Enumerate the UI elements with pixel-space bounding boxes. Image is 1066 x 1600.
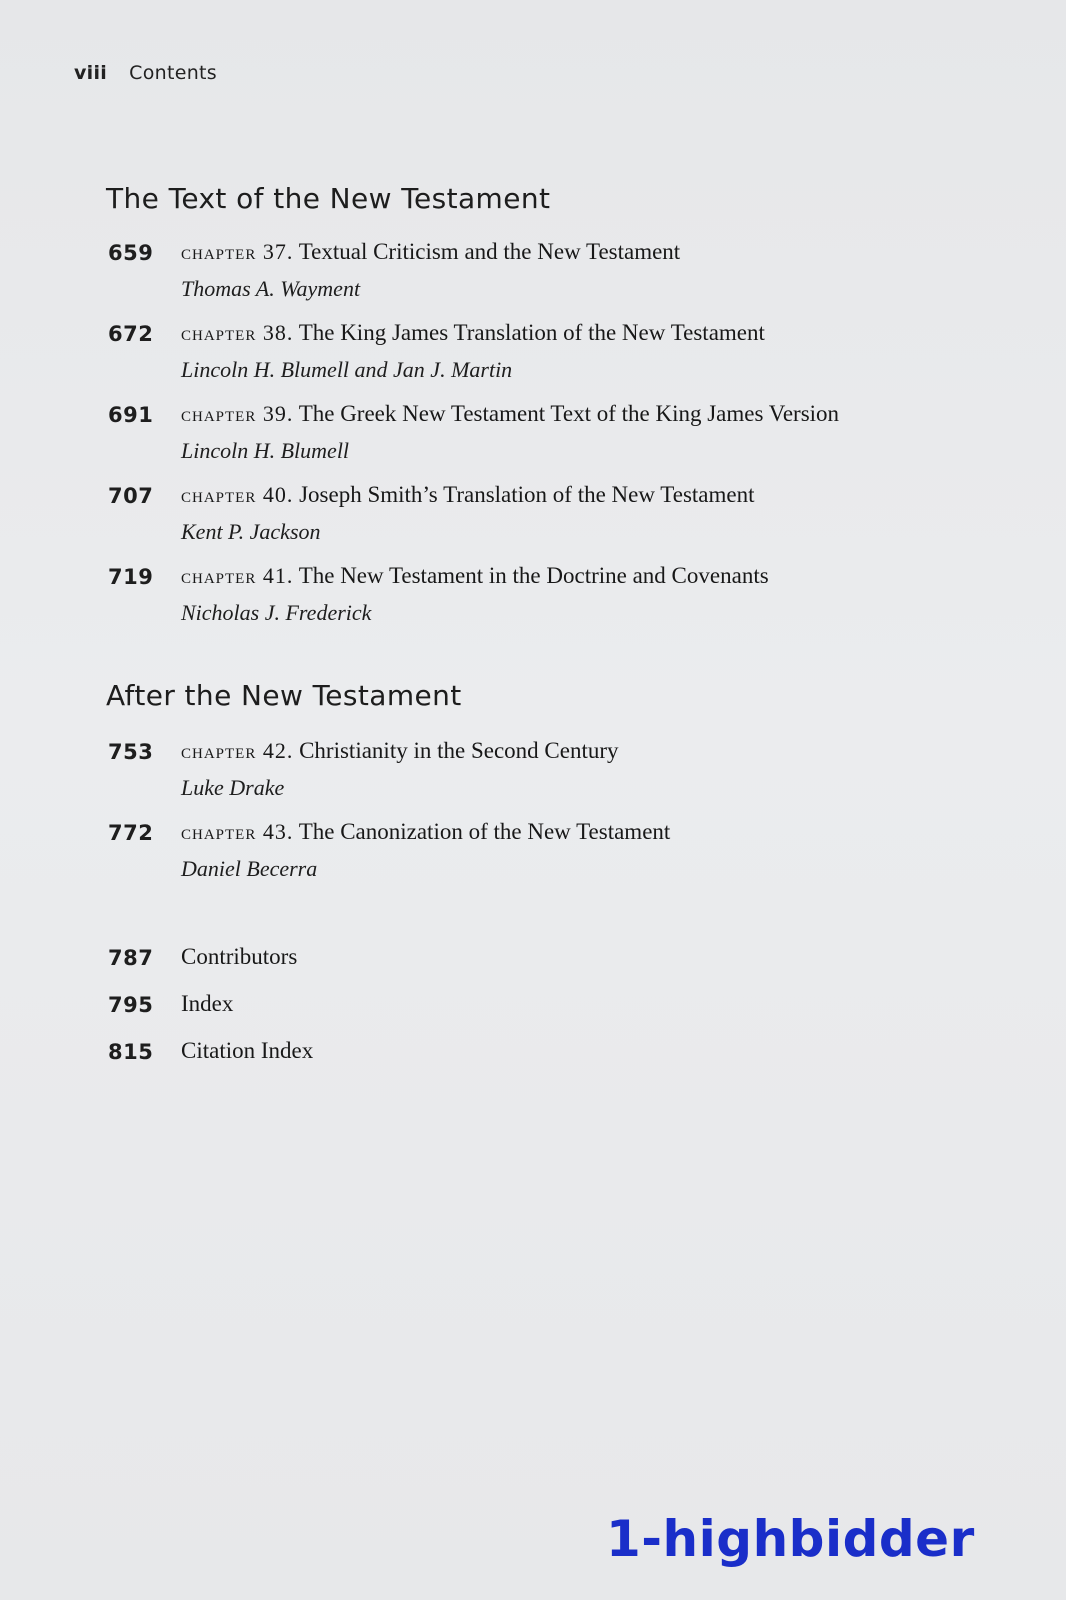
entry-page-number: 659 — [108, 241, 154, 265]
chapter-author: Lincoln H. Blumell — [181, 438, 350, 463]
page-folio: viii — [74, 62, 108, 84]
chapter-title: The Canonization of the New Testament — [298, 819, 671, 844]
chapter-title: The Greek New Testament Text of the King James Version — [298, 401, 840, 426]
entry-heading — [181, 239, 680, 265]
chapter-title: Textual Criticism and the New Testament — [298, 239, 681, 264]
entry-heading — [181, 738, 619, 764]
chapter-title: The King James Translation of the New Testament — [298, 320, 765, 345]
chapter-author: Nicholas J. Frederick — [181, 600, 372, 625]
chapter-label: chapter 40. — [181, 482, 294, 507]
chapter-title: The New Testament in the Doctrine and Covenants — [298, 563, 769, 588]
entry-page-number: 753 — [108, 740, 154, 764]
section-title: After the New Testament — [106, 679, 462, 712]
entry-heading — [181, 819, 670, 845]
chapter-author: Kent P. Jackson — [181, 519, 321, 544]
entry-page-number: 772 — [108, 821, 154, 845]
chapter-label: chapter 37. — [181, 239, 294, 264]
entry-page-number: 672 — [108, 322, 154, 346]
chapter-author: Lincoln H. Blumell and Jan J. Martin — [181, 357, 513, 382]
chapter-author: Luke Drake — [181, 775, 285, 800]
entry-page-number: 707 — [108, 484, 154, 508]
chapter-label: chapter 39. — [181, 401, 294, 426]
running-head — [74, 62, 217, 84]
entry-page-number: 795 — [108, 993, 154, 1017]
entry-page-number: 787 — [108, 946, 154, 970]
entry-heading — [181, 401, 839, 427]
back-matter-title: Contributors — [181, 944, 298, 969]
entry-page-number: 815 — [108, 1040, 154, 1064]
chapter-label: chapter 42. — [181, 738, 294, 763]
chapter-label: chapter 41. — [181, 563, 294, 588]
entry-heading — [181, 482, 755, 508]
running-head-title: Contents — [129, 62, 217, 84]
entry-heading — [181, 320, 765, 346]
entry-page-number: 719 — [108, 565, 154, 589]
chapter-title: Christianity in the Second Century — [299, 738, 619, 763]
chapter-label: chapter 43. — [181, 819, 294, 844]
seller-watermark: 1-highbidder — [606, 1510, 975, 1568]
chapter-author: Daniel Becerra — [181, 856, 318, 881]
entry-heading — [181, 563, 769, 589]
chapter-label: chapter 38. — [181, 320, 294, 345]
chapter-title: Joseph Smith’s Translation of the New Testament — [299, 482, 755, 507]
back-matter-title: Citation Index — [181, 1038, 314, 1063]
entry-page-number: 691 — [108, 403, 154, 427]
back-matter-title: Index — [181, 991, 234, 1016]
chapter-author: Thomas A. Wayment — [181, 276, 361, 301]
section-title: The Text of the New Testament — [106, 182, 551, 215]
